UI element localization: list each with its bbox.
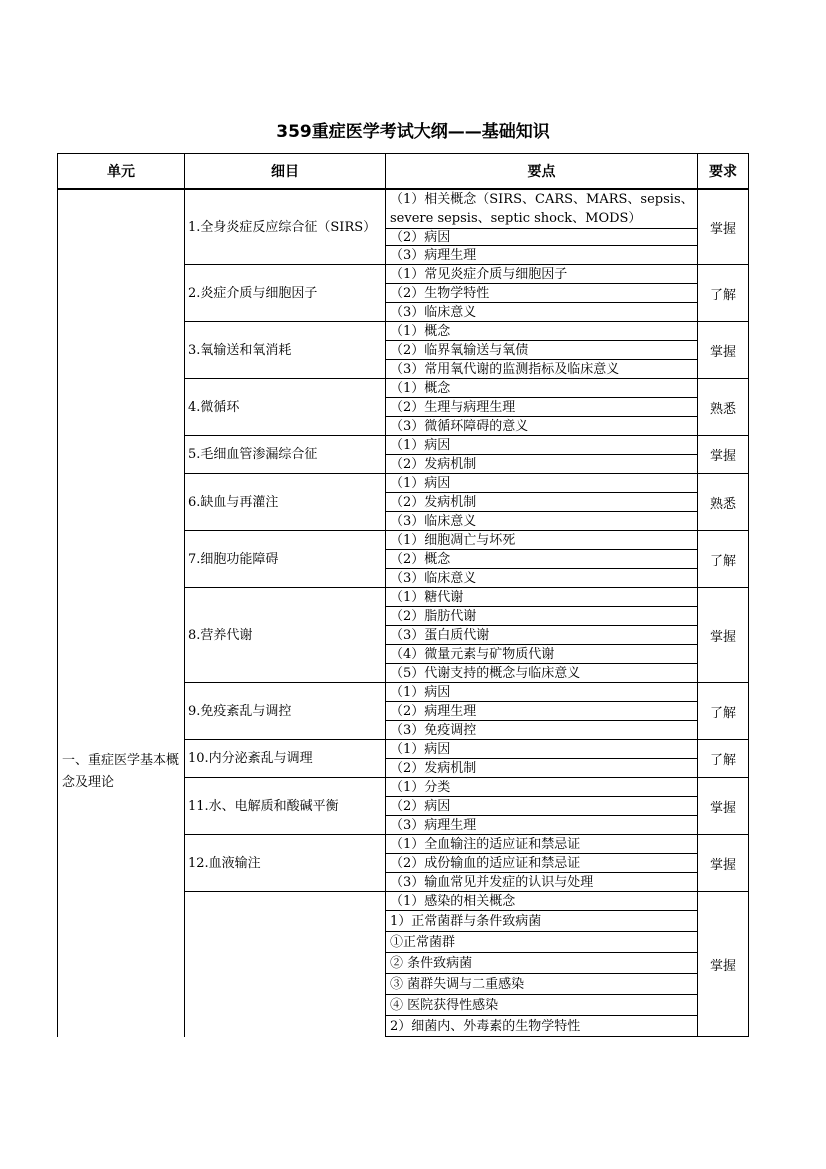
item-cell: 11.水、电解质和酸碱平衡 <box>185 778 386 835</box>
point-cell: ② 条件致病菌 <box>386 953 698 974</box>
requirement-cell: 掌握 <box>698 588 749 683</box>
requirement-cell: 熟悉 <box>698 379 749 436</box>
point-cell: （1）感染的相关概念 <box>386 892 698 911</box>
requirement-cell: 了解 <box>698 265 749 322</box>
item-cell: 5.毛细血管渗漏综合征 <box>185 436 386 474</box>
item-cell: 12.血液输注 <box>185 835 386 892</box>
header-requirement: 要求 <box>698 154 749 190</box>
item-cell: 7.细胞功能障碍 <box>185 531 386 588</box>
point-cell: （2）脂肪代谢 <box>386 607 698 626</box>
point-cell: ③ 菌群失调与二重感染 <box>386 974 698 995</box>
item-cell: 2.炎症介质与细胞因子 <box>185 265 386 322</box>
point-cell: （1）细胞凋亡与坏死 <box>386 531 698 550</box>
header-point: 要点 <box>386 154 698 190</box>
point-cell: （5）代谢支持的概念与临床意义 <box>386 664 698 683</box>
point-cell: （3）临床意义 <box>386 569 698 588</box>
requirement-cell: 了解 <box>698 740 749 778</box>
point-cell: 1）正常菌群与条件致病菌 <box>386 911 698 932</box>
item-cell: 8.营养代谢 <box>185 588 386 683</box>
point-cell: （2）概念 <box>386 550 698 569</box>
item-cell: 9.免疫紊乱与调控 <box>185 683 386 740</box>
syllabus-table <box>57 153 749 1037</box>
point-cell: （3）临床意义 <box>386 512 698 531</box>
point-cell: （2）临界氧输送与氧债 <box>386 341 698 360</box>
point-cell: （2）发病机制 <box>386 455 698 474</box>
point-cell: （2）病因 <box>386 229 698 246</box>
point-cell: （3）微循环障碍的意义 <box>386 417 698 436</box>
point-cell: ①正常菌群 <box>386 932 698 953</box>
point-cell: （1）病因 <box>386 683 698 702</box>
point-cell: （2）成份输血的适应证和禁忌证 <box>386 854 698 873</box>
point-cell: （2）病因 <box>386 797 698 816</box>
point-cell: （1）分类 <box>386 778 698 797</box>
point-cell: （3）病理生理 <box>386 246 698 265</box>
requirement-cell: 掌握 <box>698 892 749 1037</box>
requirement-cell: 掌握 <box>698 322 749 379</box>
point-cell: （1）病因 <box>386 474 698 493</box>
point-cell: （1）概念 <box>386 322 698 341</box>
item-cell: 10.内分泌紊乱与调理 <box>185 740 386 778</box>
point-cell: （1）糖代谢 <box>386 588 698 607</box>
item-cell: 6.缺血与再灌注 <box>185 474 386 531</box>
item-cell: 4.微循环 <box>185 379 386 436</box>
point-cell: （2）病理生理 <box>386 702 698 721</box>
point-cell: ④ 医院获得性感染 <box>386 995 698 1016</box>
requirement-cell: 掌握 <box>698 436 749 474</box>
table-row <box>58 189 749 229</box>
item-cell: 1.全身炎症反应综合征（SIRS） <box>185 189 386 265</box>
item-cell: 3.氧输送和氧消耗 <box>185 322 386 379</box>
item-cell <box>185 892 386 1037</box>
requirement-cell: 掌握 <box>698 778 749 835</box>
requirement-cell: 熟悉 <box>698 474 749 531</box>
point-cell: （3）免疫调控 <box>386 721 698 740</box>
point-cell: （3）病理生理 <box>386 816 698 835</box>
point-cell: （1）相关概念（SIRS、CARS、MARS、sepsis、severe sepsis、septic shock、MODS） <box>386 189 698 229</box>
point-cell: （1）病因 <box>386 740 698 759</box>
point-cell: 2）细菌内、外毒素的生物学特性 <box>386 1016 698 1037</box>
point-cell: （3）临床意义 <box>386 303 698 322</box>
point-cell: （2）生物学特性 <box>386 284 698 303</box>
point-cell: （2）发病机制 <box>386 493 698 512</box>
point-cell: （4）微量元素与矿物质代谢 <box>386 645 698 664</box>
point-cell: （1）概念 <box>386 379 698 398</box>
unit-cell: 一、重症医学基本概念及理论 <box>58 189 185 1037</box>
header-unit: 单元 <box>58 154 185 190</box>
header-item: 细目 <box>185 154 386 190</box>
page-title: 359重症医学考试大纲——基础知识 <box>276 122 550 142</box>
table-header-row <box>58 154 749 190</box>
point-cell: （3）蛋白质代谢 <box>386 626 698 645</box>
point-cell: （2）生理与病理生理 <box>386 398 698 417</box>
requirement-cell: 掌握 <box>698 189 749 265</box>
point-cell: （3）常用氧代谢的监测指标及临床意义 <box>386 360 698 379</box>
requirement-cell: 了解 <box>698 531 749 588</box>
requirement-cell: 了解 <box>698 683 749 740</box>
point-cell: （2）发病机制 <box>386 759 698 778</box>
point-cell: （1）病因 <box>386 436 698 455</box>
point-cell: （1）全血输注的适应证和禁忌证 <box>386 835 698 854</box>
point-cell: （1）常见炎症介质与细胞因子 <box>386 265 698 284</box>
point-cell: （3）输血常见并发症的认识与处理 <box>386 873 698 892</box>
requirement-cell: 掌握 <box>698 835 749 892</box>
